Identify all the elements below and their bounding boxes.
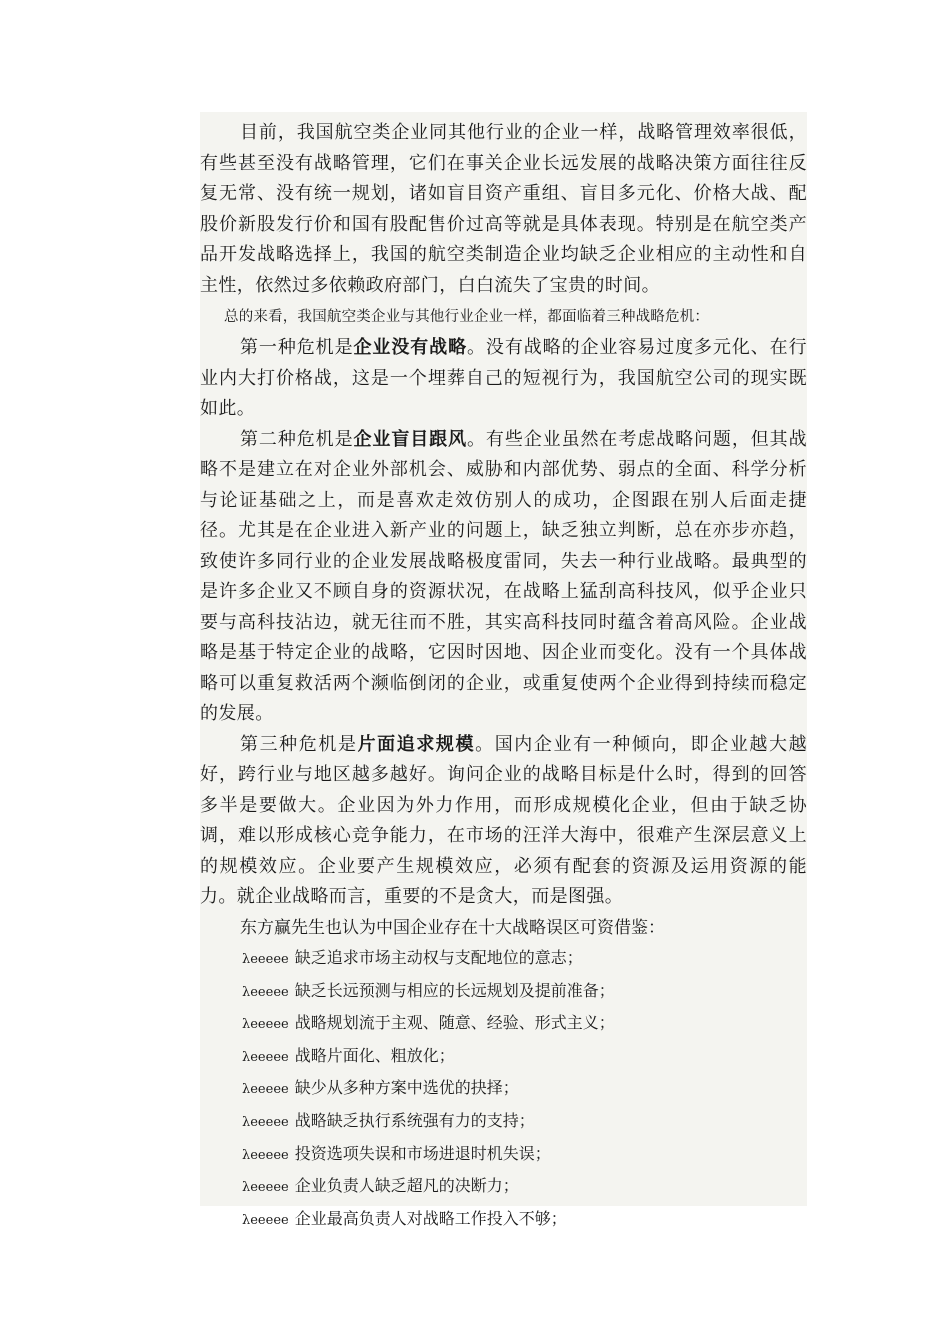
bullet-marker: λeeeee bbox=[242, 984, 289, 1000]
list-item-text: 战略缺乏执行系统强有力的支持； bbox=[294, 1111, 535, 1131]
bullet-marker: λeeeee bbox=[242, 1212, 289, 1228]
list-item-text: 投资选项失误和市场进退时机失误； bbox=[294, 1143, 551, 1163]
mistake-list bbox=[200, 943, 807, 1236]
bullet-marker: λeeeee bbox=[242, 1017, 289, 1033]
list-item bbox=[242, 1073, 807, 1106]
crisis-3-prefix: 第三种危机是 bbox=[240, 733, 358, 755]
list-item bbox=[242, 1204, 807, 1237]
crisis-2-prefix: 第二种危机是 bbox=[240, 428, 354, 450]
list-item-text: 缺少从多种方案中选优的抉择； bbox=[294, 1078, 519, 1098]
paragraph-intro: 东方赢先生也认为中国企业存在十大战略误区可资借鉴： bbox=[240, 917, 665, 938]
list-item bbox=[242, 976, 807, 1009]
crisis-2-keyword: 企业盲目跟风 bbox=[353, 428, 467, 450]
paragraph-crisis-2 bbox=[200, 425, 807, 730]
document-page bbox=[200, 112, 807, 1228]
bullet-marker: λeeeee bbox=[242, 1082, 289, 1098]
paragraph-summary: 总的来看，我国航空类企业与其他行业企业一样，都面临着三种战略危机： bbox=[224, 309, 710, 325]
crisis-1-prefix: 第一种危机是 bbox=[240, 337, 354, 358]
list-item-text: 战略规划流于主观、随意、经验、形式主义； bbox=[294, 1013, 615, 1033]
document-body bbox=[200, 118, 807, 1236]
bullet-marker: λeeeee bbox=[242, 1147, 289, 1163]
crisis-1-keyword: 企业没有战略 bbox=[353, 337, 467, 358]
list-item-text: 战略片面化、粗放化； bbox=[294, 1045, 455, 1065]
list-item-text: 企业负责人缺乏超凡的决断力； bbox=[294, 1176, 519, 1196]
crisis-3-keyword: 片面追求规模 bbox=[357, 733, 476, 755]
crisis-2-text: 。有些企业虽然在考虑战略问题，但其战略不是建立在对企业外部机会、威胁和内部优势、弱点的全面、科学分析与论证基础之上，而是喜欢走效仿别人的成功，企图跟在别人后面走捷径。尤其是在企业进入新产业的问题上，缺乏独立判断，总在亦步亦趋，致使许多同行业的企业发展战略极度雷同，失去一种行业战略。最典型的是许多企业又不顾自身的资源状况，在战略上猛刮高科技风，似乎企业只要与高科技沾边，就无往而不胜，其实高科技同时蕴含着高风险。企业战略是基于特定企业的战略，它因时因地、因企业而变化。没有一个具体战略可以重复救活两个濒临倒闭的企业，或重复使两个企业得到持续而稳定的发展。 bbox=[200, 428, 807, 724]
paragraph-crisis-1 bbox=[200, 333, 807, 425]
crisis-3-text: 。国内企业有一种倾向，即企业越大越好，跨行业与地区越多越好。询问企业的战略目标是什么时，得到的回答多半是要做大。企业因为外力作用，而形成规模化企业，但由于缺乏协调，难以形成核心竞争能力，在市场的汪洋大海中，很难产生深层意义上的规模效应。企业要产生规模效应，必须有配套的资源及运用资源的能力。就企业战略而言，重要的不是贪大，而是图强。 bbox=[200, 733, 807, 907]
bullet-marker: λeeeee bbox=[242, 1049, 289, 1065]
paragraph-crisis-3 bbox=[200, 730, 807, 913]
list-item-text: 企业最高负责人对战略工作投入不够； bbox=[294, 1208, 567, 1228]
crisis-1-text: 。没有战略的企业容易过度多元化、在行业内大打价格战，这是一个埋葬自己的短视行为，我国航空公司的现实既如此。 bbox=[200, 337, 807, 419]
bullet-marker: λeeeee bbox=[242, 952, 289, 968]
list-item bbox=[242, 943, 807, 976]
list-item bbox=[242, 1171, 807, 1204]
paragraph-overview: 目前，我国航空类企业同其他行业的企业一样，战略管理效率很低，有些甚至没有战略管理，它们在事关企业长远发展的战略决策方面往往反复无常、没有统一规划，诸如盲目资产重组、盲目多元化、价格大战、配股价新股发行价和国有股配售价过高等就是具体表现。特别是在航空类产品开发战略选择上，我国的航空类制造企业均缺乏企业相应的主动性和自主性，依然过多依赖政府部门，白白流失了宝贵的时间。 bbox=[200, 122, 807, 296]
bullet-marker: λeeeee bbox=[242, 1180, 289, 1196]
list-item bbox=[242, 1008, 807, 1041]
list-item-text: 缺乏长远预测与相应的长远规划及提前准备； bbox=[294, 980, 615, 1000]
list-item bbox=[242, 1139, 807, 1172]
list-item-text: 缺乏追求市场主动权与支配地位的意志； bbox=[294, 948, 583, 968]
list-item bbox=[242, 1106, 807, 1139]
list-item bbox=[242, 1041, 807, 1074]
bullet-marker: λeeeee bbox=[242, 1115, 289, 1131]
